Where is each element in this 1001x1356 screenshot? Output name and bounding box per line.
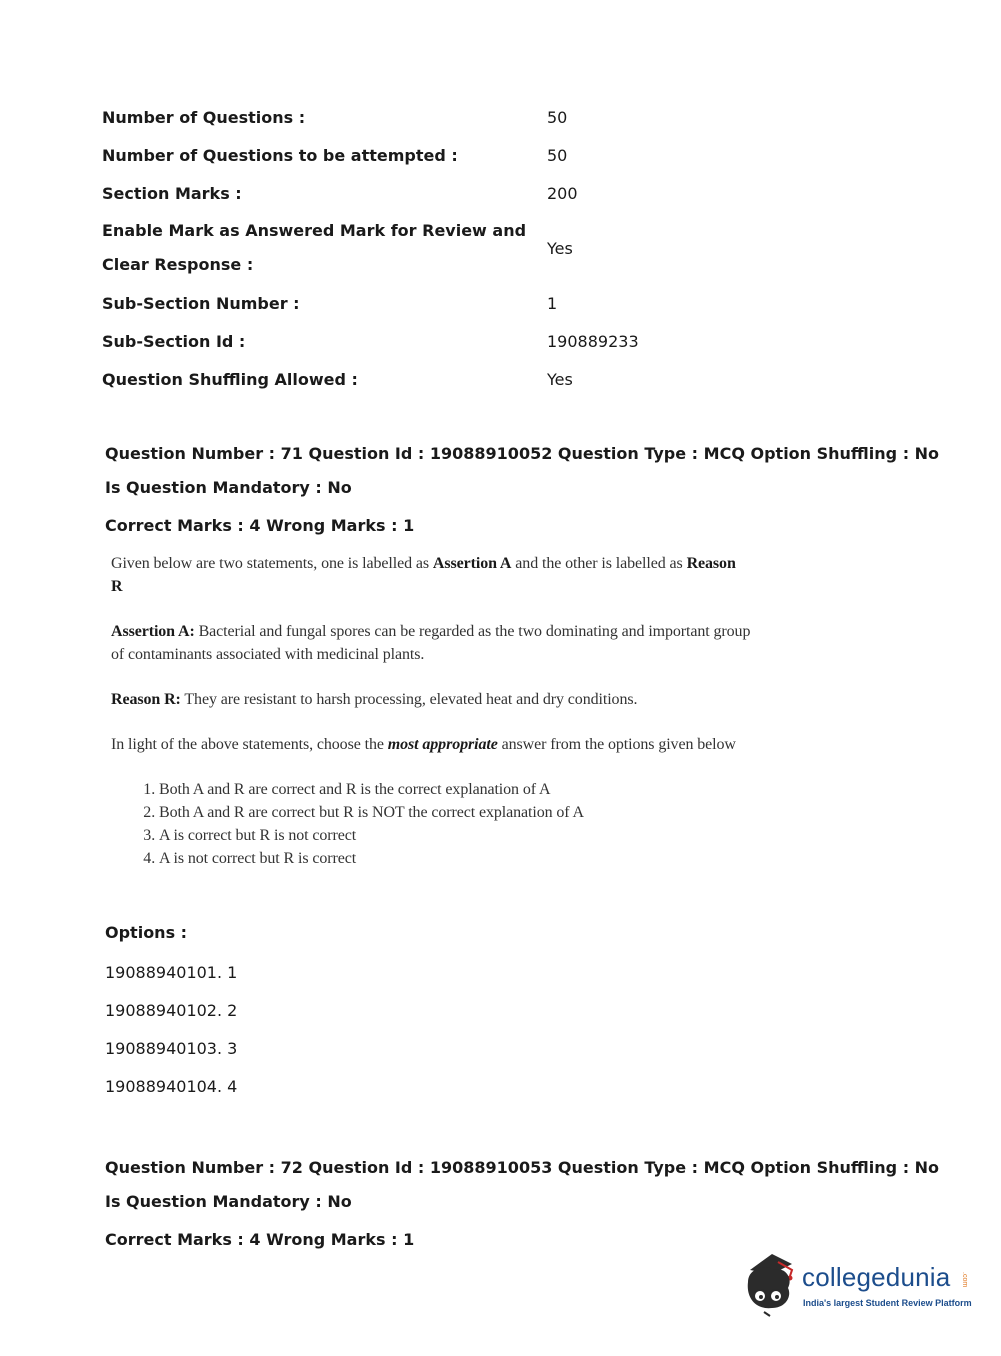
option-item: 19088940102. 2 — [105, 1001, 238, 1020]
question-mandatory: Is Question Mandatory : No — [105, 1192, 352, 1211]
info-value: 200 — [547, 183, 578, 203]
info-label: Number of Questions to be attempted : — [102, 145, 458, 165]
assertion: Assertion A: Bacterial and fungal spores can be regarded as the two dominating and important group of contaminants associated with medicinal plants. — [111, 623, 751, 663]
section-info-row — [102, 360, 722, 398]
info-value: Yes — [547, 238, 573, 258]
info-value: 1 — [547, 293, 558, 313]
section-info-row — [102, 136, 722, 174]
section-info-row — [102, 98, 722, 136]
choice-item: 1. Both A and R are correct and R is the correct explanation of A — [159, 778, 751, 801]
options-label: Options : — [105, 923, 188, 942]
question-intro: Given below are two statements, one is labelled as Assertion A and the other is labelled as Reason R — [111, 555, 736, 595]
question-meta: Question Number : 72 Question Id : 19088910053 Question Type : MCQ Option Shuffling : No — [105, 1158, 940, 1177]
info-value: Yes — [547, 369, 573, 389]
info-label: Section Marks : — [102, 183, 242, 203]
reason: Reason R: They are resistant to harsh processing, elevated heat and dry conditions. — [111, 691, 638, 708]
brand-name: collegedunia — [802, 1262, 951, 1292]
info-label: Enable Mark as Answered Mark for Review and Clear Response : — [102, 221, 527, 274]
question-mandatory: Is Question Mandatory : No — [105, 478, 352, 497]
question-marks: Correct Marks : 4 Wrong Marks : 1 — [105, 516, 415, 535]
mascot-icon — [742, 1248, 804, 1318]
question-71-header — [105, 437, 940, 543]
option-item: 19088940103. 3 — [105, 1039, 238, 1058]
brand-tld: .com — [961, 1272, 968, 1288]
section-info-row — [102, 212, 722, 284]
info-label: Question Shuffling Allowed : — [102, 369, 358, 389]
brand-tagline: India's largest Student Review Platform — [803, 1298, 972, 1308]
info-label: Number of Questions : — [102, 107, 306, 127]
section-info-table — [102, 98, 722, 398]
option-item: 19088940101. 1 — [105, 963, 238, 982]
info-value: 50 — [547, 107, 568, 127]
choice-item: 4. A is not correct but R is correct — [159, 847, 751, 870]
section-info-row — [102, 284, 722, 322]
info-label: Sub-Section Number : — [102, 293, 300, 313]
choice-list — [111, 778, 751, 870]
question-71-body — [111, 552, 751, 870]
section-info-row — [102, 174, 722, 212]
info-label: Sub-Section Id : — [102, 331, 246, 351]
collegedunia-logo — [742, 1248, 972, 1320]
choice-item: 2. Both A and R are correct but R is NOT the correct explanation of A — [159, 801, 751, 824]
question-72-header — [105, 1151, 940, 1257]
info-value: 50 — [547, 145, 568, 165]
info-value: 190889233 — [547, 331, 639, 351]
question-marks: Correct Marks : 4 Wrong Marks : 1 — [105, 1230, 415, 1249]
question-71-options — [105, 918, 237, 1106]
option-item: 19088940104. 4 — [105, 1077, 238, 1096]
choice-item: 3. A is correct but R is not correct — [159, 824, 751, 847]
instruction: In light of the above statements, choose the most appropriate answer from the options given below — [111, 736, 736, 753]
section-info-row — [102, 322, 722, 360]
question-meta: Question Number : 71 Question Id : 19088910052 Question Type : MCQ Option Shuffling : No — [105, 444, 940, 463]
